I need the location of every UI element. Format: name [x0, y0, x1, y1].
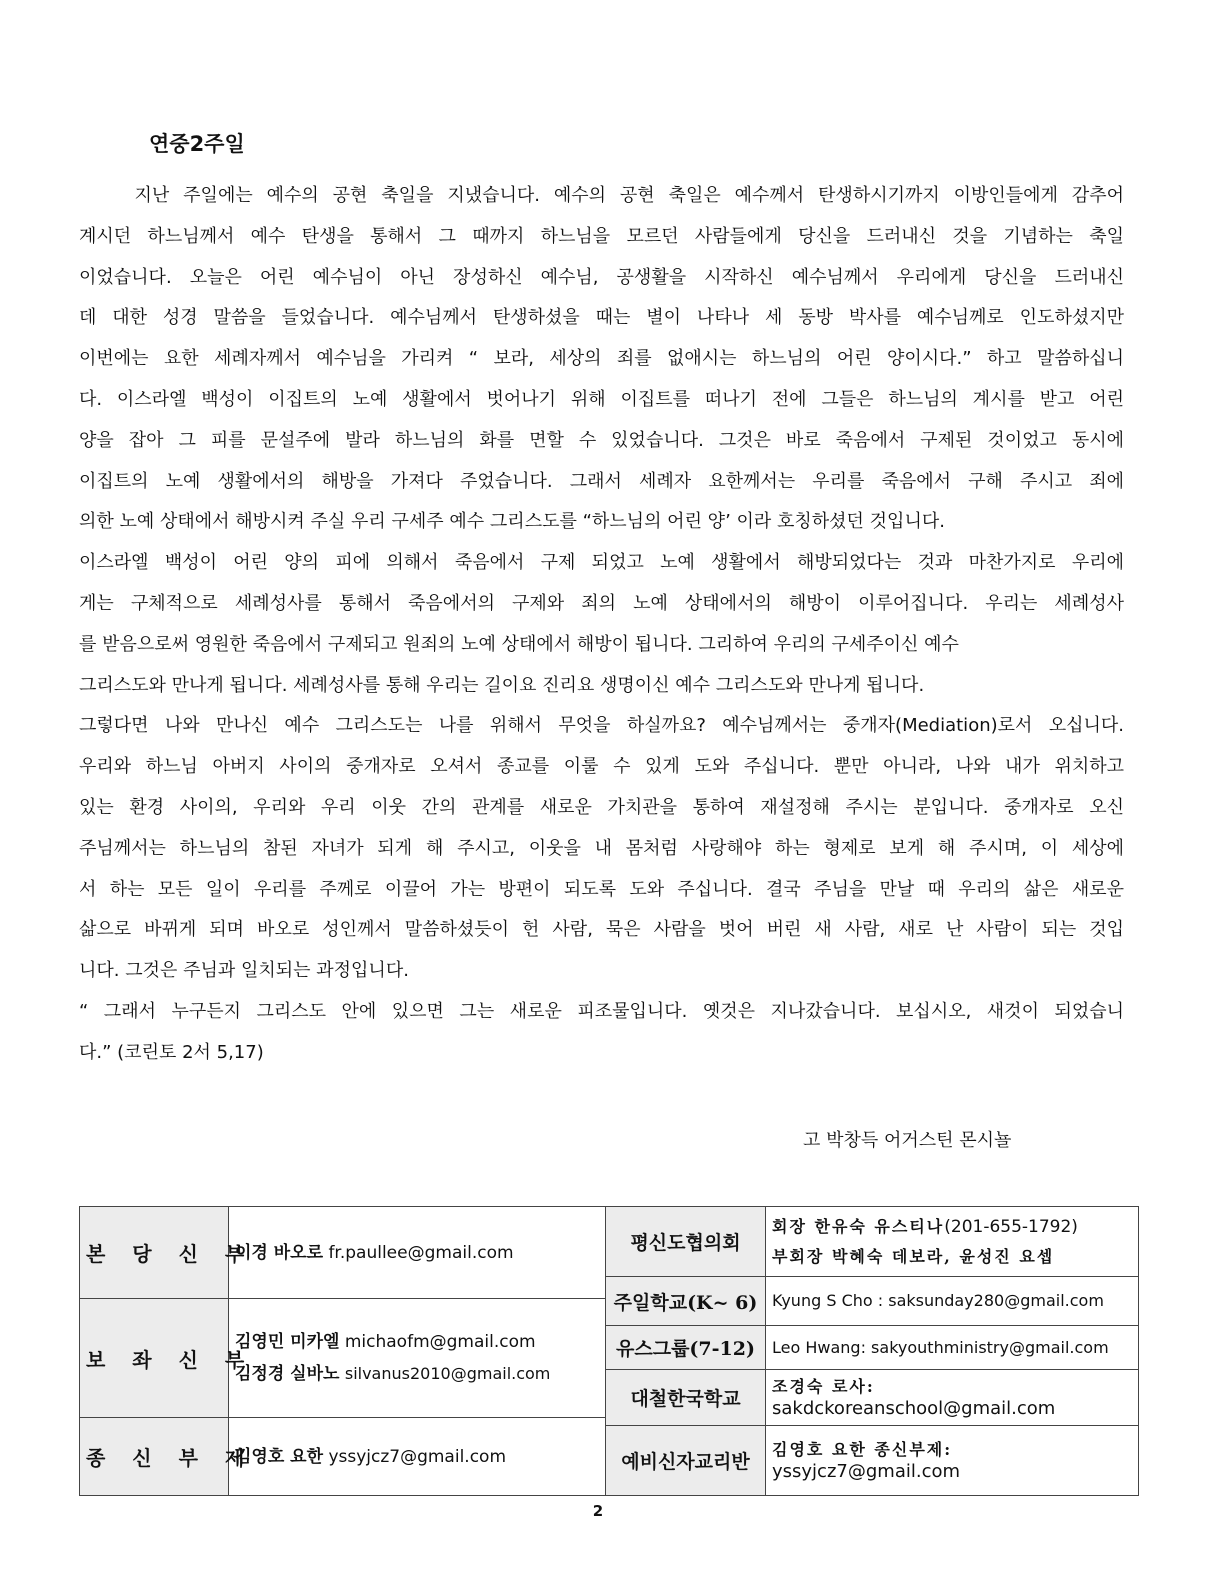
- youth-group-contact-name: Leo Hwang:: [772, 1337, 866, 1357]
- korean-school-contact-name: 조경숙 로사:: [772, 1376, 875, 1396]
- parish-directory-table: [79, 1206, 1139, 1496]
- homily-body: [79, 176, 1124, 1074]
- deacon-email: yssyjcz7@gmail.com: [328, 1446, 507, 1467]
- body-line: 양을 잡아 그 피를 문설주에 발라 하느님의 화를 면할 수 있었습니다. 그것은 바로 죽음에서 구제된 것이었고 동시에: [79, 429, 1124, 451]
- deacon-role-label: 종 신 부 제: [80, 1418, 229, 1496]
- body-line: 그리스도와 만나게 됩니다. 세례성사를 통해 우리는 길이요 진리요 생명이신 예수 그리스도와 만나게 됩니다.: [79, 674, 925, 696]
- laity-council-president: 회장 한유숙 유스티나: [772, 1216, 945, 1236]
- body-line: 이집트의 노예 생활에서의 해방을 가져다 주었습니다. 그래서 세례자 요한께서는 우리를 죽음에서 구해 주시고 죄에: [79, 470, 1124, 492]
- korean-school-contact: [766, 1370, 1139, 1426]
- pastor-name: 이경 바오로: [235, 1242, 324, 1263]
- pastor-email: fr.paullee@gmail.com: [328, 1242, 514, 1263]
- youth-group-contact-email: sakyouthministry@gmail.com: [865, 1337, 1109, 1357]
- pastor-role-label: 본 당 신 부: [80, 1207, 229, 1299]
- page-title: 연중2주일: [149, 132, 245, 156]
- associate-2-name: 김정경 실바노: [235, 1364, 340, 1384]
- pastor-contact: [229, 1207, 606, 1299]
- laity-council-vice-presidents: 부회장 박혜숙 데보라, 윤성진 요셉: [772, 1246, 1055, 1266]
- associate-role-label: 보 좌 신 부: [80, 1299, 229, 1418]
- body-line: 우리와 하느님 아버지 사이의 중개자로 오셔서 종교를 이룰 수 있게 도와 주십니다. 뿐만 아니라, 나와 내가 위치하고: [79, 756, 1124, 778]
- catechumen-contact-email: yssyjcz7@gmail.com: [772, 1460, 961, 1482]
- sunday-school-role-label: 주일학교(K~ 6): [606, 1277, 766, 1326]
- body-line: 그렇다면 나와 만나신 예수 그리스도는 나를 위해서 무엇을 하실까요? 예수님께서는 중개자(Mediation)로서 오십니다.: [79, 715, 1124, 737]
- body-line: 주님께서는 하느님의 참된 자녀가 되게 해 주시고, 이웃을 내 몸처럼 사랑해야 하는 형제로 보게 해 주시며, 이 세상에: [79, 837, 1124, 859]
- body-line: 니다. 그것은 주님과 일치되는 과정입니다.: [79, 960, 409, 982]
- catechumen-contact: [766, 1426, 1139, 1496]
- sunday-school-contact: Kyung S Cho : saksunday280@gmail.com: [766, 1277, 1139, 1326]
- laity-council-role-label: 평신도협의회: [606, 1207, 766, 1277]
- body-line: 의한 노예 상태에서 해방시켜 주실 우리 구세주 예수 그리스도를 “하느님의 어린 양’ 이라 호칭하셨던 것입니다.: [79, 511, 945, 533]
- catechumen-role-label: 예비신자교리반: [606, 1426, 766, 1496]
- body-line: 지난 주일에는 예수의 공현 축일을 지냈습니다. 예수의 공현 축일은 예수께서 탄생하시기까지 이방인들에게 감추어: [79, 185, 1124, 206]
- body-line: 이었습니다. 오늘은 어린 예수님이 아닌 장성하신 예수님, 공생활을 시작하신 예수님께서 우리에게 당신을 드러내신: [79, 266, 1124, 288]
- youth-group-role-label: 유스그룹(7-12): [606, 1326, 766, 1370]
- body-line: 이번에는 요한 세례자께서 예수님을 가리켜 “ 보라, 세상의 죄를 없애시는 하느님의 어린 양이시다.” 하고 말씀하십니: [79, 348, 1124, 370]
- body-line: 데 대한 성경 말씀을 들었습니다. 예수님께서 탄생하셨을 때는 별이 나타나 세 동방 박사를 예수님께로 인도하셨지만: [79, 307, 1124, 329]
- page-number: 2: [592, 1502, 604, 1520]
- body-line: 를 받음으로써 영원한 죽음에서 구제되고 원죄의 노예 상태에서 해방이 됩니다. 그리하여 우리의 구세주이신 예수: [79, 633, 959, 655]
- body-line: 다. 이스라엘 백성이 이집트의 노예 생활에서 벗어나기 위해 이집트를 떠나기 전에 그들은 하느님의 계시를 받고 어린: [79, 388, 1124, 410]
- youth-group-contact: [766, 1326, 1139, 1370]
- laity-council-contact: [766, 1207, 1139, 1277]
- author-signature: 고 박창득 어거스틴 몬시뇰: [803, 1130, 1012, 1151]
- korean-school-contact-email: sakdckoreanschool@gmail.com: [772, 1397, 1056, 1419]
- body-line: “ 그래서 누구든지 그리스도 안에 있으면 그는 새로운 피조물입니다. 옛것은 지나갔습니다. 보십시오, 새것이 되었습니: [79, 1000, 1124, 1022]
- associate-1-email: michaofm@gmail.com: [344, 1332, 536, 1352]
- deacon-contact: [229, 1418, 606, 1496]
- laity-council-phone: (201-655-1792): [944, 1216, 1078, 1237]
- body-line: 있는 환경 사이의, 우리와 우리 이웃 간의 관계를 새로운 가치관을 통하여 재설정해 주시는 분입니다. 중개자로 오신: [79, 796, 1124, 818]
- body-line: 다.” (코린토 2서 5,17): [79, 1041, 264, 1063]
- body-line: 계시던 하느님께서 예수 탄생을 통해서 그 때까지 하느님을 모르던 사람들에게 당신을 드러내신 것을 기념하는 축일: [79, 225, 1124, 247]
- associate-2-email: silvanus2010@gmail.com: [344, 1364, 551, 1383]
- body-line: 게는 구체적으로 세례성사를 통해서 죽음에서의 구제와 죄의 노예 상태에서의 해방이 이루어집니다. 우리는 세례성사: [79, 592, 1124, 614]
- associate-1-name: 김영민 미카엘: [235, 1332, 340, 1352]
- associate-contact: [229, 1299, 606, 1418]
- body-line: 이스라엘 백성이 어린 양의 피에 의해서 죽음에서 구제 되었고 노예 생활에서 해방되었다는 것과 마찬가지로 우리에: [79, 552, 1124, 574]
- deacon-name: 김영호 요한: [235, 1446, 324, 1467]
- body-line: 서 하는 모든 일이 우리를 주께로 이끌어 가는 방편이 되도록 도와 주십니다. 결국 주님을 만날 때 우리의 삶은 새로운: [79, 878, 1124, 900]
- korean-school-role-label: 대철한국학교: [606, 1370, 766, 1426]
- body-line: 삶으로 바뀌게 되며 바오로 성인께서 말씀하셨듯이 헌 사람, 묵은 사람을 벗어 버린 새 사람, 새로 난 사람이 되는 것입: [79, 919, 1124, 941]
- catechumen-contact-name: 김영호 요한 종신부제:: [772, 1439, 953, 1459]
